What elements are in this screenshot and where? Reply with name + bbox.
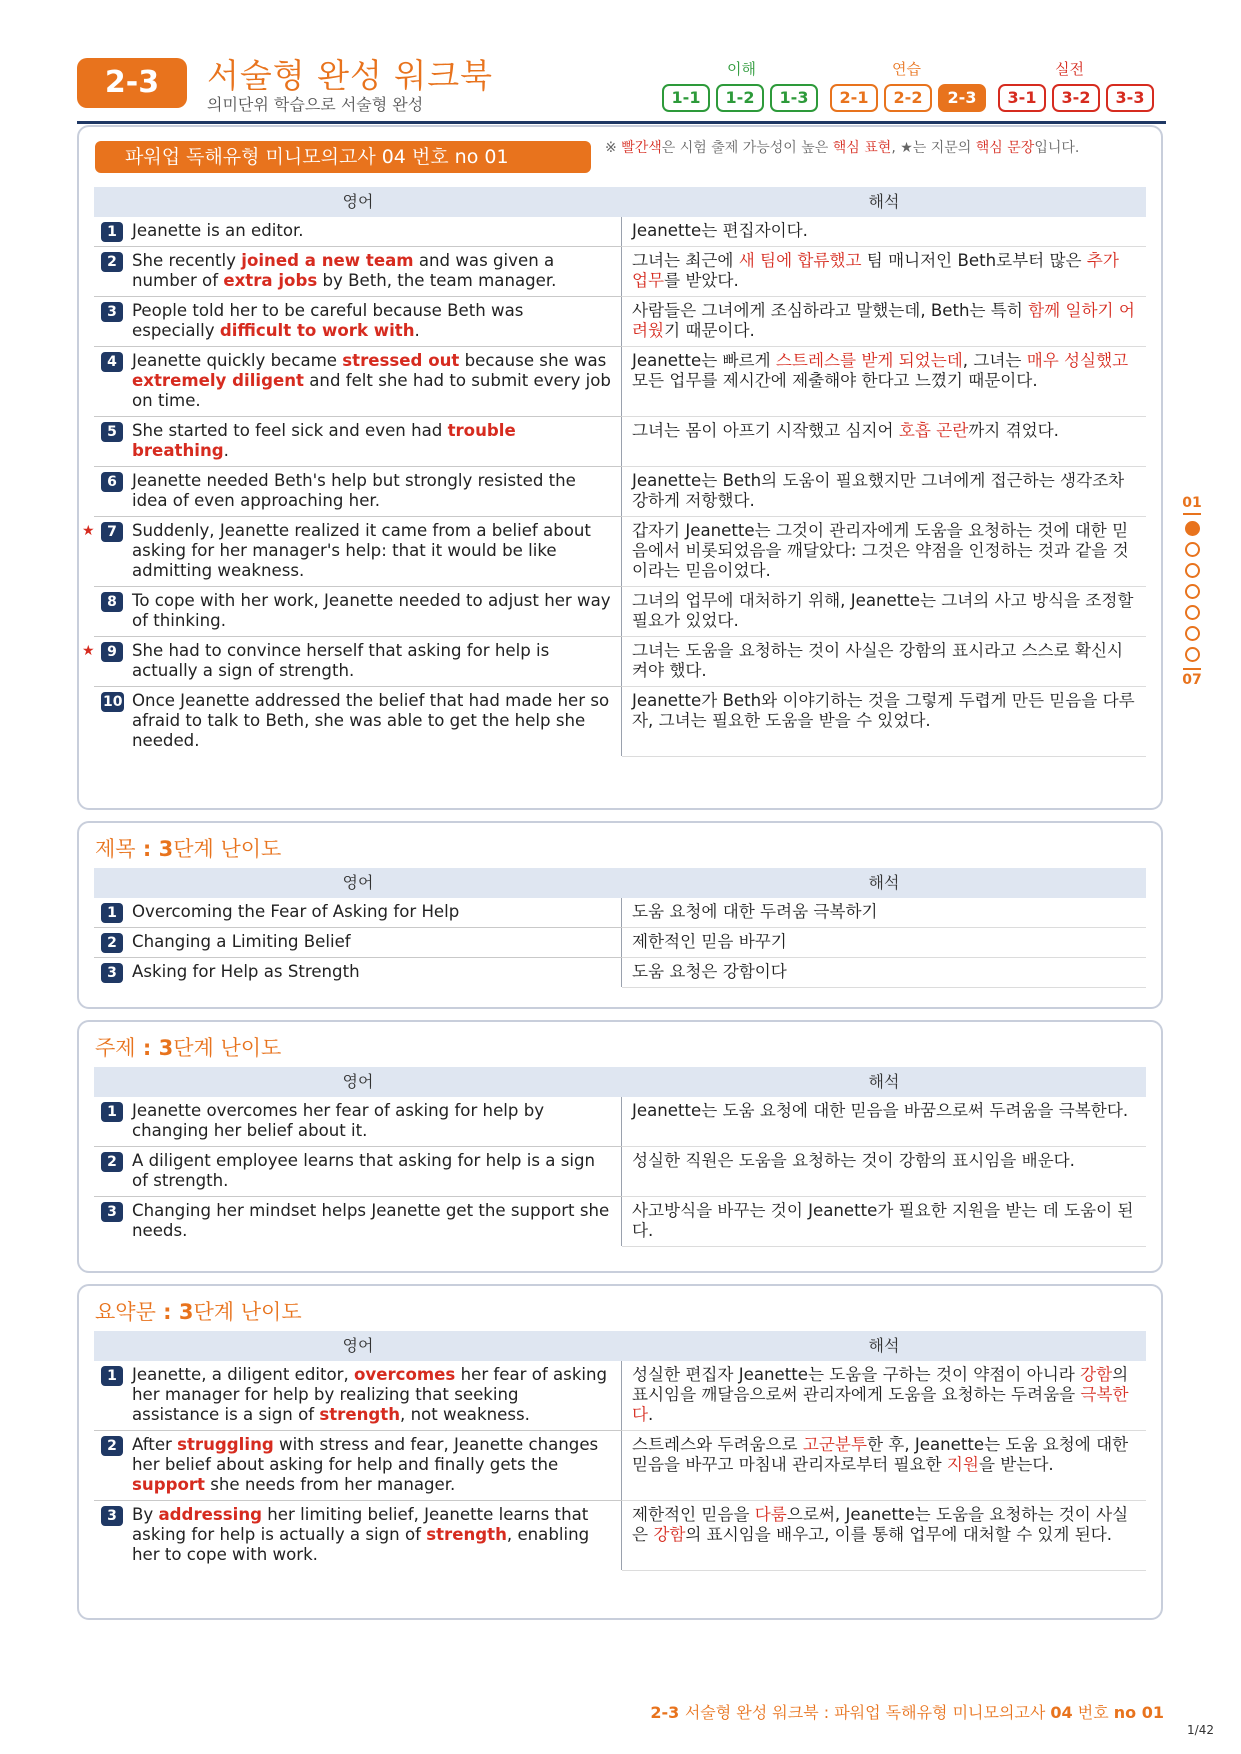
group-label-understand: 이해 [727,60,756,78]
text-segment: 제한적인 믿음 바꾸기 [632,932,787,951]
english-sentence [82,517,622,586]
text-segment: 사람들은 그녀에게 조심하라고 말했는데, Beth는 특히 [632,301,1029,320]
text-segment: 팀 매니저인 Beth로부터 많은 [861,251,1087,270]
table-row [94,1431,1146,1501]
text-segment: Once Jeanette addressed the belief that had made her so afraid to talk to Beth, she was able to get the help she needed. [132,691,610,750]
sentence-number: 3 [101,963,123,983]
key-expression: trouble breathing [132,421,516,460]
korean-translation [622,1197,1146,1247]
text-segment: 를 받았다. [664,271,739,290]
text-segment: 제한적인 믿음을 [632,1505,755,1524]
page-dot-icon[interactable] [1185,605,1200,620]
table-header [94,1067,1146,1097]
sentence-number: 7 [101,522,123,542]
english-sentence [94,928,622,957]
footer-caption: 2-3 서술형 완성 워크북 : 파워업 독해유형 미니모의고사 04 번호 no 01 [650,1703,1164,1722]
text-segment: 사고방식을 바꾸는 것이 Jeanette가 필요한 지원을 받는 데 도움이 된다. [632,1201,1134,1240]
key-expression: extremely diligent [132,371,304,390]
text-segment: 갑자기 Jeanette는 그것이 관리자에게 도움을 요청하는 것에 대한 믿음에서 비롯되었음을 깨달았다: 그것은 약점을 인정하는 것과 같을 것이라는 믿음이었다. [632,521,1129,580]
side-divider [1183,668,1201,670]
key-expression: 함께 일하기 어려웠 [632,301,1135,340]
text-segment: and felt she had to submit every job on time. [132,371,611,410]
title-panel [77,821,1163,1009]
page-subtitle: 의미단위 학습으로 서술형 완성 [207,95,424,114]
text-segment: her fear of asking her manager for help by realizing that seeking assistance is a sign of [132,1365,608,1424]
page-dot-icon[interactable] [1185,584,1200,599]
english-sentence [94,217,622,246]
text-segment: 스트레스와 두려움으로 [632,1435,803,1454]
sentence-number: 2 [101,1152,123,1172]
english-sentence [94,247,622,296]
page-dot-icon[interactable] [1185,647,1200,662]
text-segment: Jeanette needed Beth's help but strongly resisted the idea of even approaching her. [132,471,576,510]
sentence-number: 1 [101,222,123,242]
english-sentence [94,417,622,466]
table-row [82,517,1146,587]
col-english: 영어 [342,873,374,892]
header-divider [77,121,1166,124]
key-expression: 고군분투 [802,1435,867,1454]
step-3-1[interactable]: 3-1 [998,84,1046,112]
col-translation: 해석 [868,1336,900,1355]
col-translation: 해석 [868,1072,900,1091]
table-row [94,297,1146,347]
key-sentence-star-icon: ★ [82,523,95,539]
passage-table [82,187,1146,756]
text-segment: Jeanette, a diligent editor, [132,1365,354,1384]
text-segment: 으로써, Jeanette는 도움을 요청하는 것이 사실은 [632,1505,1129,1544]
side-dots [1178,521,1206,662]
sentence-number: 4 [101,352,123,372]
step-2-2[interactable]: 2-2 [884,84,932,112]
text-segment: because she was [459,351,607,370]
summary-panel [77,1284,1163,1620]
english-sentence [94,1361,622,1430]
text-segment: 의 표시임을 깨달음으로써 관리자에게 도움을 요청하는 두려움을 [632,1365,1129,1404]
summary-table [94,1331,1146,1570]
table-row [94,417,1146,467]
col-english: 영어 [342,1336,374,1355]
side-first-label: 01 [1182,495,1202,511]
text-segment: , enabling her to cope with work. [132,1525,590,1564]
title-rows [94,898,1146,987]
text-segment: 그녀는 최근에 [632,251,739,270]
theme-rows [94,1097,1146,1246]
english-sentence [94,687,622,756]
english-sentence [94,898,622,927]
text-segment: By [132,1505,159,1524]
english-sentence [94,1501,622,1570]
theme-panel [77,1020,1163,1273]
english-sentence [94,958,622,987]
section-title: 요약문 : 3단계 난이도 [95,1300,302,1324]
sentence-number: 1 [101,1102,123,1122]
sentence-number: 2 [101,1436,123,1456]
english-sentence [94,1197,622,1246]
text-segment: . [648,1405,654,1424]
page-number: 1/42 [1187,1723,1214,1737]
text-segment: 모든 업무를 제시간에 제출해야 한다고 느꼈기 때문이다. [632,371,1038,390]
text-segment: Asking for Help as Strength [132,962,360,981]
text-segment: with stress and fear, Jeanette changes her belief about asking for help and finally gets the [132,1435,599,1474]
summary-rows [94,1361,1146,1570]
korean-translation [622,687,1146,757]
key-expression: 강함 [1080,1365,1113,1384]
korean-translation [622,1147,1146,1197]
text-segment: She started to feel sick and even had [132,421,448,440]
korean-translation [622,467,1146,517]
step-3-2[interactable]: 3-2 [1052,84,1100,112]
col-translation: 해석 [868,192,900,211]
text-segment: After [132,1435,178,1454]
text-segment: Jeanette overcomes her fear of asking for help by changing her belief about it. [132,1101,545,1140]
page-dot-icon[interactable] [1185,542,1200,557]
section-title: 제목 : 3단계 난이도 [95,837,282,861]
key-expression: 추가 업무 [632,251,1119,290]
korean-translation [622,587,1146,637]
page-dot-icon[interactable] [1185,626,1200,641]
text-segment: . [414,321,420,340]
sentence-number: 10 [103,694,123,710]
key-expression: 지원 [946,1455,979,1474]
text-segment: Jeanette quickly became [132,351,343,370]
col-english: 영어 [342,192,374,211]
key-expression: 다룸 [754,1505,787,1524]
text-segment: , not weakness. [400,1405,530,1424]
korean-translation [622,1097,1146,1147]
english-sentence [94,1097,622,1146]
korean-translation [622,217,1146,247]
text-segment: She recently [132,251,242,270]
sentence-number: 5 [101,422,123,442]
text-segment: 을 받는다. [978,1455,1054,1474]
table-header [94,187,1146,217]
table-row [94,1147,1146,1197]
text-segment: 도움 요청은 강함이다 [632,962,787,981]
text-segment: A diligent employee learns that asking for help is a sign of strength. [132,1151,596,1190]
unit-badge: 2-3 [77,58,187,108]
key-expression: overcomes [354,1365,456,1384]
sentence-number: 6 [101,472,123,492]
table-row [94,217,1146,247]
korean-translation [622,247,1146,297]
text-segment: 까지 겪었다. [968,421,1059,440]
sentence-number: 3 [101,1202,123,1222]
table-header [94,868,1146,898]
text-segment: her limiting belief, Jeanette learns that asking for help is actually a sign of [132,1505,589,1544]
table-row [94,1197,1146,1246]
sentence-number: 3 [101,302,123,322]
korean-translation [622,898,1146,928]
korean-translation [622,1361,1146,1431]
text-segment: Jeanette가 Beth와 이야기하는 것을 그렇게 두렵게 만든 믿음을 다루자, 그녀는 필요한 도움을 받을 수 있었다. [632,691,1135,730]
passage-panel [77,125,1163,810]
english-sentence [94,467,622,516]
key-expression: 극복한다 [632,1385,1129,1424]
sentence-number: 1 [101,903,123,923]
section-title: 주제 : 3단계 난이도 [95,1036,282,1060]
sentence-number: 8 [101,592,123,612]
text-segment: Jeanette는 Beth의 도움이 필요했지만 그녀에게 접근하는 생각조차 강하게 저항했다. [632,471,1125,510]
page-dot-icon[interactable] [1185,563,1200,578]
text-segment: Jeanette is an editor. [132,221,304,240]
key-expression: strength [319,1405,401,1424]
text-segment: Jeanette는 편집자이다. [632,221,808,240]
korean-translation [622,1501,1146,1571]
text-segment: People told her to be careful because Beth was especially [132,301,524,340]
key-expression: difficult to work with [219,321,415,340]
text-segment: Jeanette는 빠르게 [632,351,776,370]
table-row [94,1361,1146,1431]
group-label-real: 실전 [1055,60,1084,78]
side-divider [1183,513,1201,515]
page-header [77,52,1166,124]
table-row [82,637,1146,687]
col-translation: 해석 [868,873,900,892]
korean-translation [622,417,1146,467]
key-expression: 새 팀에 합류했고 [738,251,862,270]
korean-translation [622,928,1146,958]
table-row [94,958,1146,987]
english-sentence [82,637,622,686]
english-sentence [94,1147,622,1196]
korean-translation [622,1431,1146,1501]
korean-translation [622,637,1146,687]
title-table [94,868,1146,987]
text-segment: , 그녀는 [962,351,1027,370]
text-segment: Overcoming the Fear of Asking for Help [132,902,460,921]
korean-translation [622,517,1146,587]
step-3-3[interactable]: 3-3 [1106,84,1154,112]
text-segment: she needs from her manager. [204,1475,456,1494]
sentence-number: 1 [101,1366,123,1386]
key-expression: 호흡 곤란 [898,421,969,440]
table-row [94,928,1146,958]
page-title: 서술형 완성 워크북 [207,56,494,95]
text-segment: 그녀는 도움을 요청하는 것이 사실은 강함의 표시라고 스스로 확신시켜야 했다. [632,641,1124,680]
key-expression: strength [426,1525,507,1544]
legend-note: ※ 빨간색은 시험 출제 가능성이 높은 핵심 표현, ★는 지문의 핵심 문장입니다. [605,140,1080,156]
text-segment: 기 때문이다. [664,321,755,340]
step-1-3[interactable]: 1-3 [770,84,818,112]
text-segment: 도움 요청에 대한 두려움 극복하기 [632,902,878,921]
table-row [94,587,1146,637]
key-expression: 스트레스를 받게 되었는데 [775,351,963,370]
korean-translation [622,297,1146,347]
english-sentence [94,587,622,636]
step-2-3[interactable]: 2-3 [938,84,986,112]
text-segment: To cope with her work, Jeanette needed to adjust her way of thinking. [132,591,611,630]
key-expression: 강함 [653,1525,686,1544]
text-segment: Changing her mindset helps Jeanette get the support she needs. [132,1201,610,1240]
sentence-number: 2 [101,252,123,272]
text-segment: She had to convince herself that asking for help is actually a sign of strength. [132,641,550,680]
theme-table [94,1067,1146,1246]
text-segment: 한 후, Jeanette는 도움 요청에 대한 믿음을 바꾸고 마침내 관리자로부터 필요한 [632,1435,1129,1474]
group-label-practice: 연습 [892,60,921,78]
text-segment: Changing a Limiting Belief [132,932,351,951]
key-expression: support [132,1475,205,1494]
english-sentence [94,347,622,416]
step-2-1[interactable]: 2-1 [830,84,878,112]
text-segment: . [223,441,229,460]
text-segment: 의 표시임을 배우고, 이를 통해 업무에 대처할 수 있게 된다. [685,1525,1113,1544]
source-label: 파워업 독해유형 미니모의고사 04 번호 no 01 [95,141,591,173]
korean-translation [622,958,1146,988]
sentence-number: 3 [101,1506,123,1526]
text-segment: Suddenly, Jeanette realized it came from a belief about asking for her manager's help: that it would be like admitting weakness. [132,521,591,580]
key-expression: stressed out [342,351,460,370]
table-header [94,1331,1146,1361]
table-row [94,247,1146,297]
key-expression: struggling [177,1435,274,1454]
key-expression: joined a new team [241,251,414,270]
step-1-1[interactable]: 1-1 [662,84,710,112]
text-segment: 그녀의 업무에 대처하기 위해, Jeanette는 그녀의 사고 방식을 조정할 필요가 있었다. [632,591,1134,630]
table-row [94,687,1146,756]
table-row [94,1097,1146,1147]
korean-translation [622,347,1146,417]
key-expression: extra jobs [223,271,318,290]
step-1-2[interactable]: 1-2 [716,84,764,112]
sentence-number: 2 [101,933,123,953]
english-sentence [94,1431,622,1500]
table-row [94,1501,1146,1570]
col-english: 영어 [342,1072,374,1091]
text-segment: 성실한 직원은 도움을 요청하는 것이 강함의 표시임을 배운다. [632,1151,1075,1170]
table-row [94,467,1146,517]
sentence-number: 9 [101,642,123,662]
text-segment: and was given a number of [132,251,555,290]
side-pagination [1178,495,1206,688]
text-segment: by Beth, the team manager. [317,271,557,290]
key-sentence-star-icon: ★ [82,643,95,659]
text-segment: Jeanette는 도움 요청에 대한 믿음을 바꿈으로써 두려움을 극복한다. [632,1101,1129,1120]
table-row [94,898,1146,928]
text-segment: 그녀는 몸이 아프기 시작했고 심지어 [632,421,899,440]
text-segment: 성실한 편집자 Jeanette는 도움을 구하는 것이 약점이 아니라 [632,1365,1081,1384]
table-row [94,347,1146,417]
english-sentence [94,297,622,346]
key-expression: addressing [158,1505,263,1524]
passage-rows [82,217,1146,756]
page-dot-icon[interactable] [1185,521,1200,536]
key-expression: 매우 성실했고 [1026,351,1129,370]
side-last-label: 07 [1182,672,1202,688]
